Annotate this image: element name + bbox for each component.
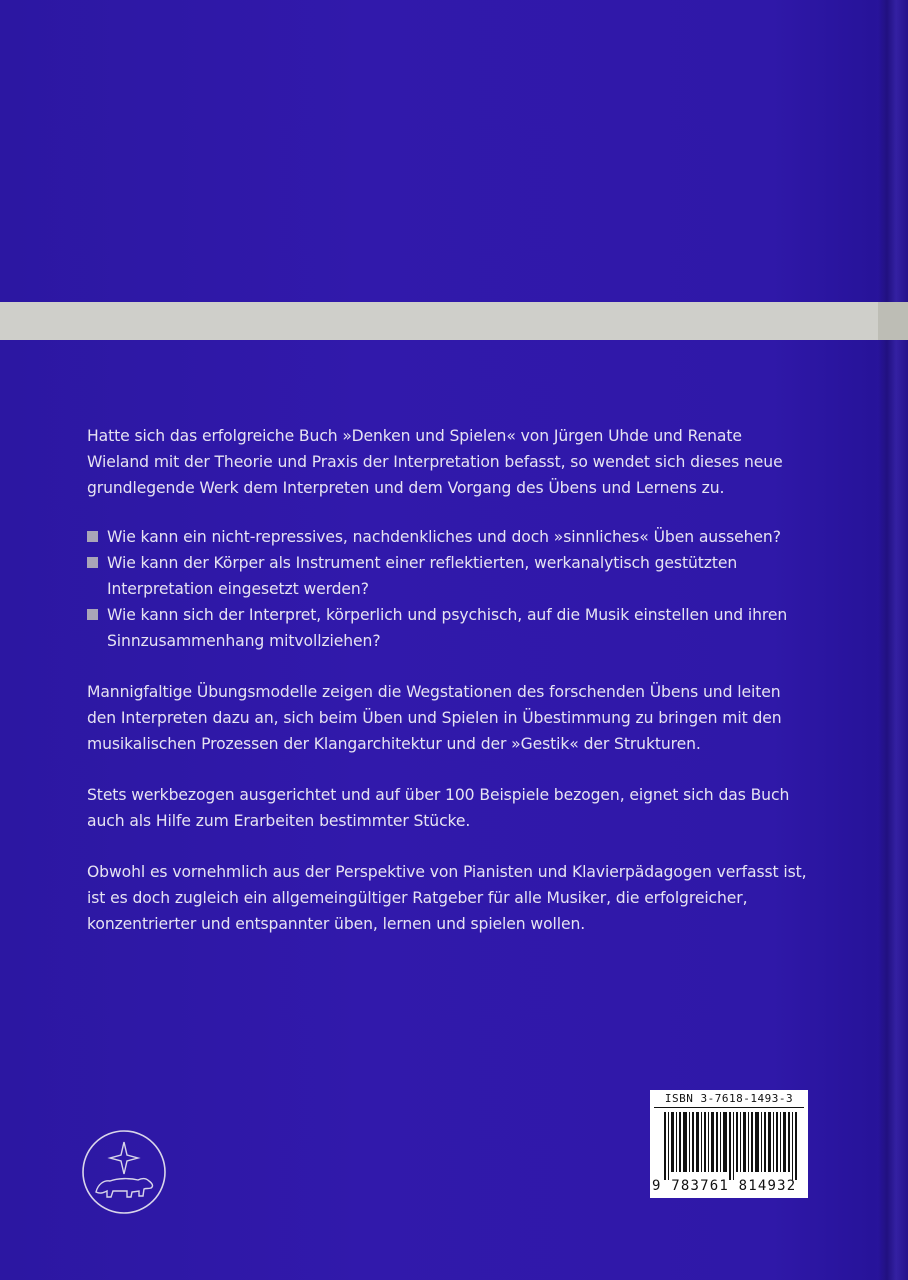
intro-paragraph	[87, 423, 807, 501]
question-text: Wie kann sich der Interpret, körperlich und psychisch, auf die Musik einstellen und ihren Sinnzusammenhang mitvollziehen?	[107, 606, 788, 650]
isbn-barcode-box	[650, 1090, 808, 1198]
square-bullet-icon	[87, 557, 98, 568]
question-text: Wie kann ein nicht-repressives, nachdenkliches und doch »sinnliches« Üben aussehen?	[107, 528, 781, 546]
audience-paragraph	[87, 859, 807, 937]
isbn-divider	[654, 1107, 804, 1108]
paragraph-text: Stets werkbezogen ausgerichtet und auf über 100 Beispiele bezogen, eignet sich das Buch auch als Hilfe zum Erarbeiten bestimmter Stücke.	[87, 786, 790, 830]
question-list	[87, 524, 807, 654]
question-item	[87, 524, 807, 550]
question-item	[87, 550, 807, 602]
isbn-digits: 9 783761 814932	[652, 1178, 797, 1194]
question-item	[87, 602, 807, 654]
intro-text: Hatte sich das erfolgreiche Buch »Denken und Spielen« von Jürgen Uhde und Renate Wieland mit der Theorie und Praxis der Interpretation befasst, so wendet sich dieses neue grundlegende Werk dem Interpreten und dem Vorgang des Übens und Lernens zu.	[87, 427, 783, 497]
bear-star-publisher-logo-icon	[80, 1128, 168, 1216]
gray-stripe	[0, 302, 908, 340]
paragraph-text: Mannigfaltige Übungsmodelle zeigen die Wegstationen des forschenden Übens und leiten den Interpreten dazu an, sich beim Üben und Spielen in Übestimmung zu bringen mit den musikalischen Prozessen der Klangarchitektur und der »Gestik« der Strukturen.	[87, 683, 782, 753]
paragraph-text: Obwohl es vornehmlich aus der Perspektive von Pianisten und Klavierpädagogen verfasst ist, ist es doch zugleich ein allgemeingültiger Ratgeber für alle Musiker, die erfolgreicher, konzentrierter und entspannter üben, lernen und spielen wollen.	[87, 863, 807, 933]
examples-paragraph	[87, 782, 807, 834]
square-bullet-icon	[87, 531, 98, 542]
isbn-label: ISBN 3-7618-1493-3	[664, 1092, 794, 1105]
barcode-icon	[664, 1112, 800, 1180]
spine-edge	[878, 0, 908, 1280]
square-bullet-icon	[87, 609, 98, 620]
exercise-models-paragraph	[87, 679, 807, 757]
question-text: Wie kann der Körper als Instrument einer reflektierten, werkanalytisch gestützten Interpretation eingesetzt werden?	[107, 554, 738, 598]
